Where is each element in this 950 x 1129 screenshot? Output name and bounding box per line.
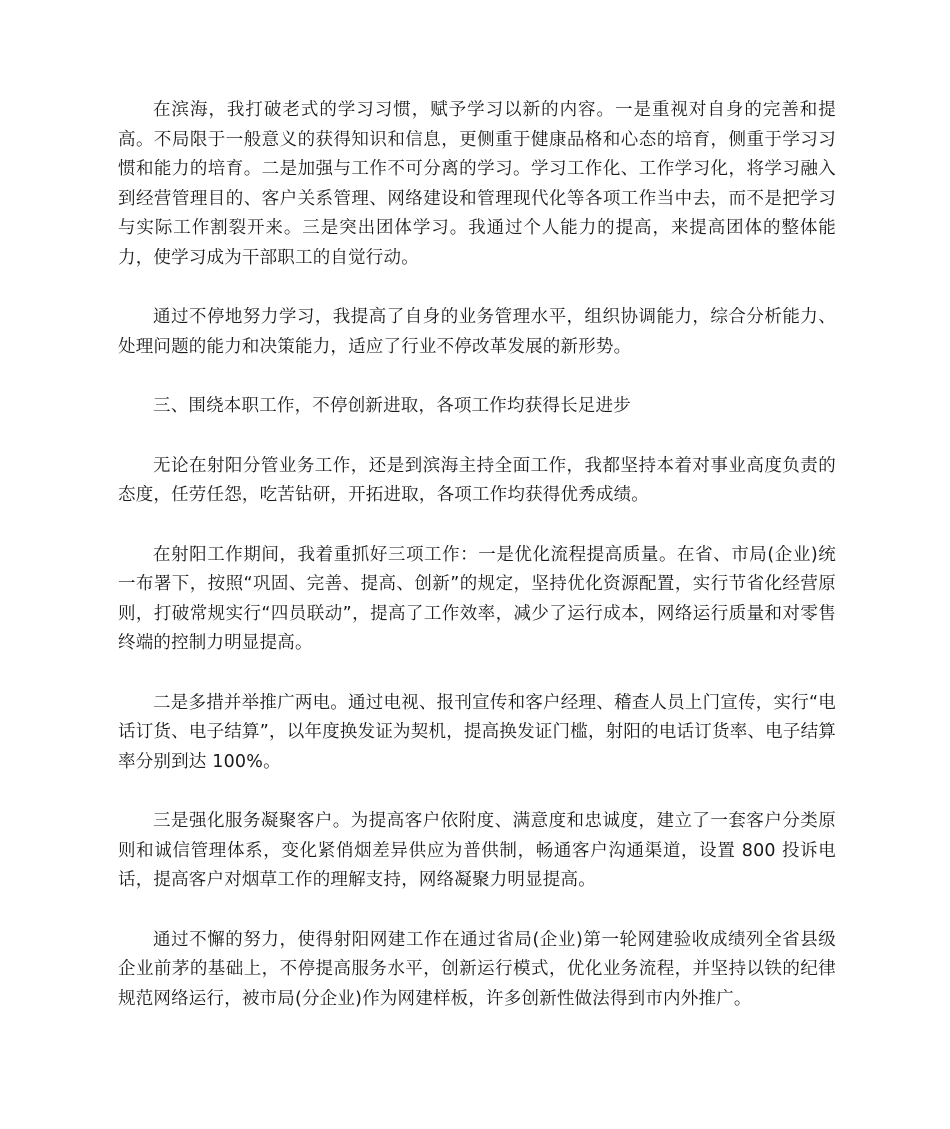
paragraph-management-ability: 通过不停地努力学习，我提高了自身的业务管理水平，组织协调能力，综合分析能力、处理问题的能力和决策能力，适应了行业不停改革发展的新形势。 bbox=[118, 307, 836, 357]
document-body bbox=[118, 96, 836, 1044]
paragraph-promote-two-electric: 二是多措并举推广两电。通过电视、报刊宣传和客户经理、稽查人员上门宣传，实行“电话订货、电子结算”，以年度换发证为契机，提高换发证门槛，射阳的电话订货率、电子结算率分别到达 100%。 bbox=[118, 692, 836, 772]
section-heading-three: 三、围绕本职工作，不停创新进取，各项工作均获得长足进步 bbox=[153, 396, 631, 416]
paragraph-work-attitude: 无论在射阳分管业务工作，还是到滨海主持全面工作，我都坚持本着对事业高度负责的态度，任劳任怨，吃苦钻研，开拓进取，各项工作均获得优秀成绩。 bbox=[118, 455, 836, 505]
paragraph-customer-service: 三是强化服务凝聚客户。为提高客户依附度、满意度和忠诚度，建立了一套客户分类原则和诚信管理体系，变化紧俏烟差异供应为普供制，畅通客户沟通渠道，设置 800 投诉电话，提高客户对烟草工作的理解支持，网络凝聚力明显提高。 bbox=[118, 811, 836, 890]
paragraph-network-results: 通过不懈的努力，使得射阳网建工作在通过省局(企业)第一轮网建验收成绩列全省县级企业前茅的基础上，不停提高服务水平，创新运行模式，优化业务流程，并坚持以铁的纪律规范网络运行，被市局(分企业)作为网建样板，许多创新性做法得到市内外推广。 bbox=[118, 929, 836, 1009]
paragraph-optimize-process: 在射阳工作期间，我着重抓好三项工作：一是优化流程提高质量。在省、市局(企业)统一布署下，按照“巩固、完善、提高、创新”的规定，坚持优化资源配置，实行节省化经营原则，打破常规实行“四员联动”，提高了工作效率，减少了运行成本，网络运行质量和对零售终端的控制力明显提高。 bbox=[118, 544, 836, 653]
paragraph-study-habits: 在滨海，我打破老式的学习习惯，赋予学习以新的内容。一是重视对自身的完善和提高。不局限于一般意义的获得知识和信息，更侧重于健康品格和心态的培育，侧重于学习习惯和能力的培育。二是加强与工作不可分离的学习。学习工作化、工作学习化，将学习融入到经营管理目的、客户关系管理、网络建设和管理现代化等各项工作当中去，而不是把学习与实际工作割裂开来。三是突出团体学习。我通过个人能力的提高，来提高团体的整体能力，使学习成为干部职工的自觉行动。 bbox=[118, 100, 836, 268]
